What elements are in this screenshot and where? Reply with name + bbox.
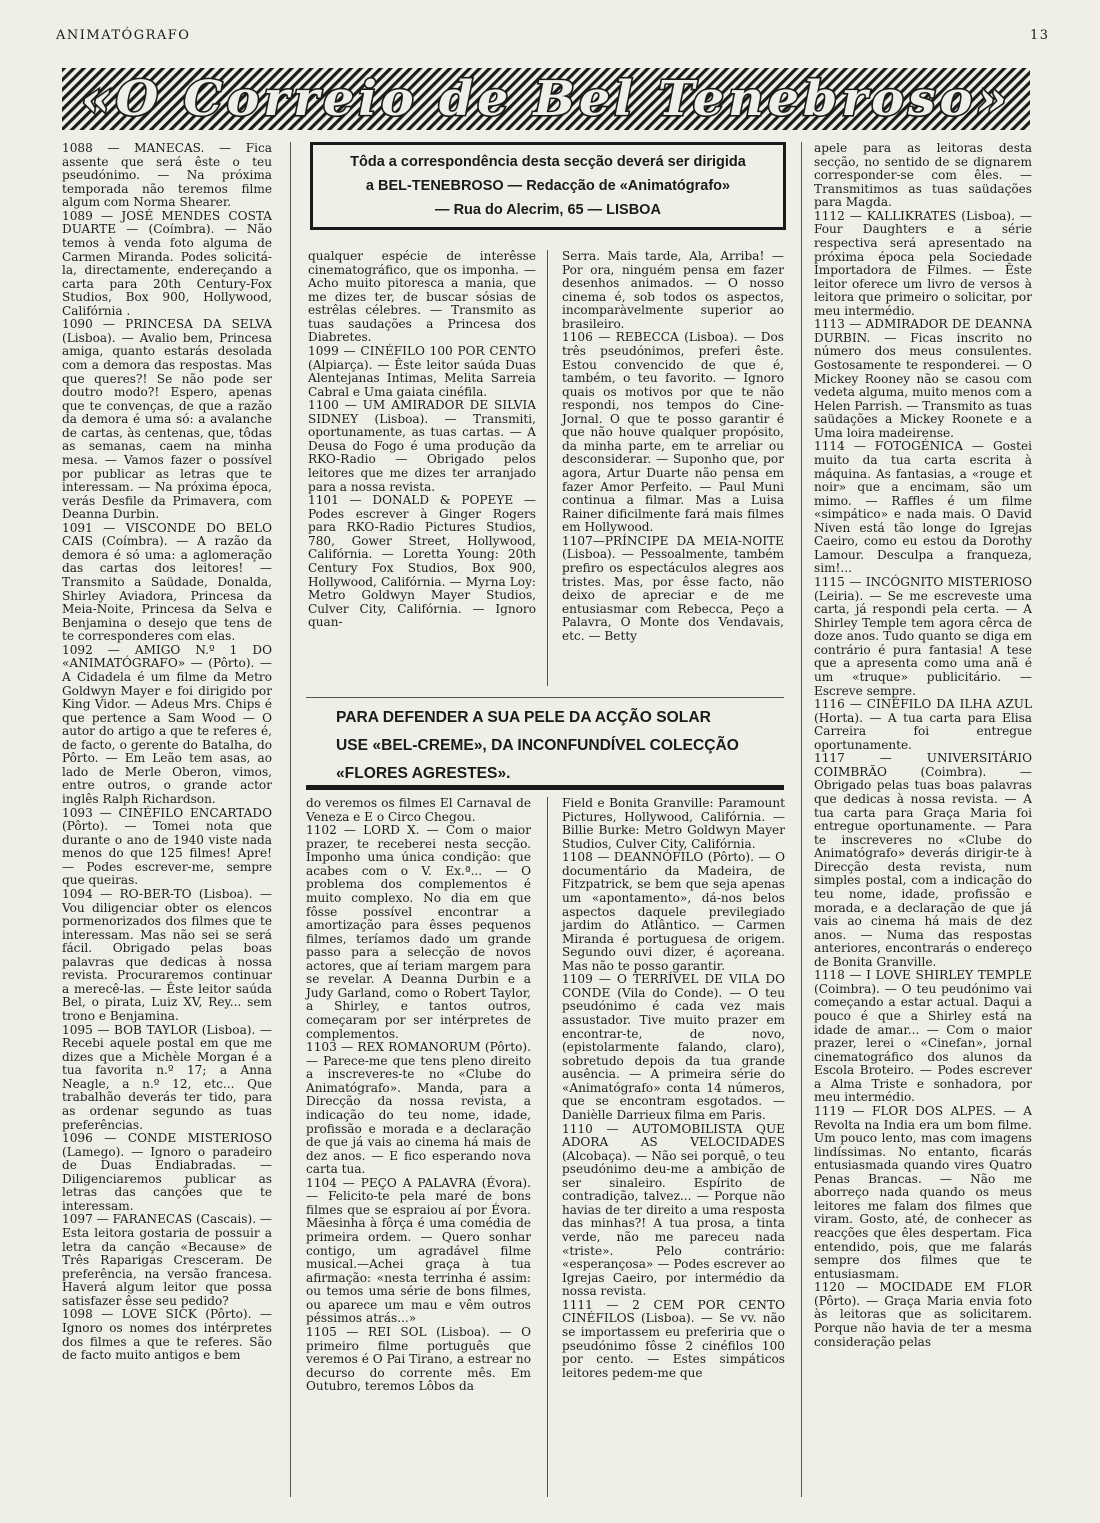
column-divider — [290, 142, 291, 1497]
column-divider — [801, 142, 802, 1497]
column-2-bottom-text: do veremos os filmes El Carnaval de Veneza e E o Circo Chegou. 1102 — LORD X. — Com o maior prazer, te receberei nesta secção. Imponho uma única condição: que acabes com o V. Ex.ª... — O problema dos complementos é muito complexo. No dia em que fôsse possível encontrar a amortização para êsses pequenos filmes, teríamos dado um grande passo para a selecção de novos actores, que aí teriam margem para se revelar. A Deanna Durbin e a Judy Garland, como o Robert Taylor, a Shirley, e tantos outros, começaram por ser intérpretes de complementos. 1103 — REX ROMANORUM (Pôrto). — Parece-me que tens pleno direito a inscreveres-te no «Clube do Animatógrafo». Manda, para a Direcção da nossa revista, a indicação do teu nome, idade, profissão e morada e a declaração de que já vais ao cinema há mais de dez anos. — E fico esperando nova carta tua. 1104 — PEÇO A PALAVRA (Évora). — Felicito-te pela maré de bons filmes que se espraiou aí por Évora. Mãesinha à fôrça é uma comédia de primeira ordem. — Quero sonhar contigo, um agradável filme musical.—Achei graça à tua afirmação: «nesta terrinha é assim: ou temos uma série de bons filmes, ou aparece um mau e vêm outros péssimos atrás...» 1105 — REI SOL (Lisboa). — O primeiro filme português que veremos é O Pai Tirano, a estrear no decurso do corrente mês. Em Outubro, teremos Lôbos da — [306, 796, 531, 1394]
bel-creme-advertisement: PARA DEFENDER A SUA PELE DA ACÇÃO SOLAR USE «BEL-CREME», DA INCONFUNDÍVEL COLECÇÃO «FLORES AGRESTES». — [336, 709, 739, 782]
column-1-text: 1088 — MANECAS. — Fica assente que será êste o teu pseudónimo. — Na próxima temporada não teremos filme algum com Norma Shearer. 1089 — JOSÉ MENDES COSTA DUARTE — (Coímbra). — Não temos à venda foto alguma de Carmen Miranda. Podes solicitá-la, directamente, endereçando a carta para 20th Century-Fox Studios, Box 900, Hollywood, Califórnia . 1090 — PRINCESA DA SELVA (Lisboa). — Avalio bem, Princesa amiga, quanto estarás desolada com a demora das respostas. Mas que queres?! Se não pode ser doutro modo?! Espero, apenas que te convenças, de que a razão da demora é uma só: a avalanche de cartas, às centenas, que, tôdas as semanas, caem na minha mesa. — Vamos fazer o possível por publicar as letras que te interessam. — Na próxima época, verás Desfile da Primavera, com Deanna Durbin. 1091 — VISCONDE DO BELO CAIS (Coímbra). — A razão da demora é só uma: a aglomeração das cartas dos leitores! — Transmito a Saüdade, Donalda, Shirley Aviadora, Princesa da Meia-Noite, Princesa da Selva e Benjamina o desejo que tens de te corresponderes com elas. 1092 — AMIGO N.º 1 DO «ANIMATÓGRAFO» — (Pôrto). — A Cidadela é um filme da Metro Goldwyn Mayer e foi dirigido por King Vidor. — Adeus Mrs. Chips é que pertence a Sam Wood — O autor do artigo a que te referes é, de facto, o gerente do Batalha, do Pôrto. — Em Leão tem asas, ao lado de Merle Oberon, vimos, entre outros, o grande actor inglês Ralph Richardson. 1093 — CINÉFILO ENCARTADO (Pôrto). — Tomei nota que durante o ano de 1940 viste nada menos do que 125 filmes! Apre! — Podes escrever-me, sempre que queiras. 1094 — RO-BER-TO (Lisboa). — Vou diligenciar obter os elencos pormenorizados dos filmes que te interessam. Mas não sei se será fácil. Obrigado pelas boas palavras que dedicas à nossa revista. Procuraremos continuar a merecê-las. — Êste leitor saúda Bel, o pirata, Luiz XV, Rey... sem trono e Benjamina. 1095 — BOB TAYLOR (Lisboa). — Recebi aquele postal em que me dizes que a Michèle Morgan é a tua favorita n.º 17; a Anna Neagle, a n.º 12, etc... Que trabalhão deverás ter tido, para as ordenar segundo as tuas preferências. 1096 — CONDE MISTERIOSO (Lamego). — Ignoro o paradeiro de Duas Endiabradas. — Diligenciaremos publicar as letras das canções que te interessam. 1097 — FARANECAS (Cascais). — Esta leitora gostaria de possuir a letra da canção «Because» de Três Raparigas Cresceram. De preferência, na versão francesa. Haverá algum leitor que possa satisfazer êsse seu pedido? 1098 — LOVE SICK (Pôrto). — Ignoro os nomes dos intérpretes dos filmes a que te referes. São de facto muito antigos e bem — [62, 141, 272, 1363]
ad-bottom-bar — [306, 785, 784, 790]
correspondence-notice-box — [310, 142, 786, 230]
running-header-title: ANIMATÓGRAFO — [56, 28, 191, 43]
page-number: 13 — [1030, 28, 1050, 43]
correspondence-notice-text: Tôda a correspondência desta secção deverá ser dirigida a BEL-TENEBROSO — Redacção de «Animatógrafo» — Rua do Alecrim, 65 — LISBOA — [350, 154, 746, 218]
column-divider — [547, 250, 548, 686]
column-3-bottom-text: Field e Bonita Granville: Paramount Pictures, Hollywood, Califórnia. — Billie Burke: Metro Goldwyn Mayer Studios, Culver City, Califórnia. 1108 — DEANNÓFILO (Pôrto). — O documentário da Madeira, de Fitzpatrick, se bem que seja apenas um «apontamento», dá-nos belos aspectos daquele previlegiado jardim do Atlântico. — Carmen Miranda é portuguesa de origem. Segundo ouvi dizer, é açoreana. Mas não te posso garantir. 1109 — O TERRÍVEL DE VILA DO CONDE (Vila do Conde). — O teu pseudónimo é cada vez mais assustador. Tive muito prazer em encontrar-te, de novo, (epistolarmente falando, claro), sobretudo depois da tua grande ausência. — A primeira série do «Animatógrafo» conta 14 números, que se encontram esgotados. — Danièlle Darrieux filma em Paris. 1110 — AUTOMOBILISTA QUE ADORA AS VELOCIDADES (Alcobaça). — Não sei porquê, o teu pseudónimo deu-me a ambição de ser sinaleiro. Espírito de contradição, talvez... — Porque não havias de ter direito a uma resposta das minhas?! A tua prosa, a tinta verde, não me pareceu nada «triste». Pelo contrário: «esperançosa» — Podes escrever ao Igrejas Caeiro, por intermédio da nossa revista. 1111 — 2 CEM POR CENTO CINÉFILOS (Lisboa). — Se vv. não se importassem eu preferiria que o pseudónimo fôsse 2 cinéfilos 100 por cento. — Estes simpáticos leitores pedem-me que — [562, 796, 785, 1380]
banner-title: «O Correio de Bel Tenebroso» — [81, 71, 1011, 127]
column-2-top-text: qualquer espécie de interêsse cinematográfico, que os imponha. — Acho muito pitoresca a mania, que me dizes ter, de buscar sósias de estrêlas célebres. — Transmito as tuas saudações a Princesa dos Diabretes. 1099 — CINÉFILO 100 POR CENTO (Alpiarça). — Êste leitor saúda Duas Alentejanas Intimas, Melita Sarreia Cabral e Uma gaiata cinéfila. 1100 — UM AMIRADOR DE SILVIA SIDNEY (Lisboa). — Transmiti, oportunamente, as tuas cartas. — A Deusa do Fogo é uma produção da RKO-Radio — Obrigado pelos leitores que me dizes ter arranjado para a nossa revista. 1101 — DONALD & POPEYE — Podes escrever à Ginger Rogers para RKO-Radio Pictures Studios, 780, Gower Street, Hollywood, Califórnia. — Loretta Young: 20th Century Fox Studios, Box 900, Hollywood, Califórnia. — Myrna Loy: Metro Goldwyn Mayer Studios, Culver City, Califórnia. — Ignoro quan- — [308, 249, 536, 630]
column-divider — [547, 797, 548, 1497]
column-3-top-text: Serra. Mais tarde, Ala, Arriba! — Por ora, ninguém pensa em fazer desenhos animados. — O nosso cinema é, sob todos os aspectos, incomparàvelmente superior ao brasileiro. 1106 — REBECCA (Lisboa). — Dos três pseudónimos, preferi êste. Estou convencido de que é, também, o teu favorito. — Ignoro quais os motivos por que te não respondi, nos tempos do Cine-Jornal. O que te posso garantir é que não houve qualquer propósito, da minha parte, em te arreliar ou desconsiderar. — Suponho que, por agora, Artur Duarte não pensa em fazer Amor Perfeito. — Paul Muni continua a filmar. Mas a Luisa Rainer dificilmente fará mais filmes em Hollywood. 1107—PRÍNCIPE DA MEIA-NOITE (Lisboa). — Pessoalmente, também prefiro os espectáculos alegres aos tristes. Mas, por êsse facto, não deixo de apreciar e de me entusiasmar com Rebecca, Peço a Palavra, O Monte dos Vendavais, etc. — Betty — [562, 249, 784, 643]
section-banner — [62, 68, 1030, 130]
ad-top-rule — [306, 697, 784, 698]
column-4-text: apele para as leitoras desta secção, no sentido de se dignarem corresponder-se com êles. — Transmitimos as tuas saüdações para Magda. 1112 — KALLIKRATES (Lisboa). — Four Daughters e a série respectiva será apresentado na próxima época pela Sociedade Importadora de Filmes. — Êste leitor oferece um livro de versos à leitora que primeiro o solicitar, por meu intermédio. 1113 — ADMIRADOR DE DEANNA DURBIN. — Ficas inscrito no número dos meus consulentes. Gostosamente te responderei. — O Mickey Rooney não se casou com vedeta alguma, muito menos com a Helen Parrish. — Transmito as tuas saüdações a Mickey Roonete e a Uma loira madeirense. 1114 — FOTOGÉNICA — Gostei muito da tua carta escrita à máquina. As fantasias, a «rouge et noir» que a encimam, são um mimo. — Raffles é um filme «simpático» e nada mais. O David Niven está tão longe do Igrejas Caeiro, como eu estou da Dorothy Lamour. Desculpa a franqueza, sim!... 1115 — INCÓGNITO MISTERIOSO (Leiria). — Se me escreveste uma carta, já respondi pela certa. — A Shirley Temple tem agora cêrca de doze anos. Tudo quanto se diga em contrário é pura fantasia! A tese que a apresenta como uma anã é um «truque» publicitário. — Escreve sempre. 1116 — CINÉFILO DA ILHA AZUL (Horta). — A tua carta para Elisa Carreira foi entregue oportunamente. 1117 — UNIVERSITÁRIO COIMBRÃO (Coimbra). — Obrigado pelas tuas boas palavras que dedicas à nossa revista. — A tua carta para Graça Maria foi entregue oportunamente. — Para te inscreveres no «Clube do Animatógrafo» deverás dirigir-te à Direcção desta revista, num simples postal, com a indicação do teu nome, idade, profissão e morada, e a declaração de que já vais ao cinema há mais de dez anos. — Numa das respostas anteriores, encontrarás o endereço de Bonita Granville. 1118 — I LOVE SHIRLEY TEMPLE (Coimbra). — O teu peudónimo vai começando a estar actual. Daqui a pouco é que a Shirley está na idade de amar... — Com o maior prazer, lerei o «Cinefan», jornal cinematográfico dos alunos da Escola Broteiro. — Podes escrever a Alma Triste e sonhadora, por meu intermédio. 1119 — FLOR DOS ALPES. — A Revolta na India era um bom filme. Um pouco lento, mas com imagens lindíssimas. No entanto, ficarás entusiasmada quando vires Quatro Penas Brancas. — Não me aborreço nada quando os meus leitores me falam dos filmes que viram. Gosto, até, de conhecer as reacções que êles despertam. Fica entendido, pois, que me falarás sempre dos filmes que te entusiasmam. 1120 — MOCIDADE EM FLOR (Pôrto). — Graça Maria envia foto às leitoras que as solicitarem. Porque não havia de ter a mesma consideração pelas — [814, 141, 1032, 1349]
